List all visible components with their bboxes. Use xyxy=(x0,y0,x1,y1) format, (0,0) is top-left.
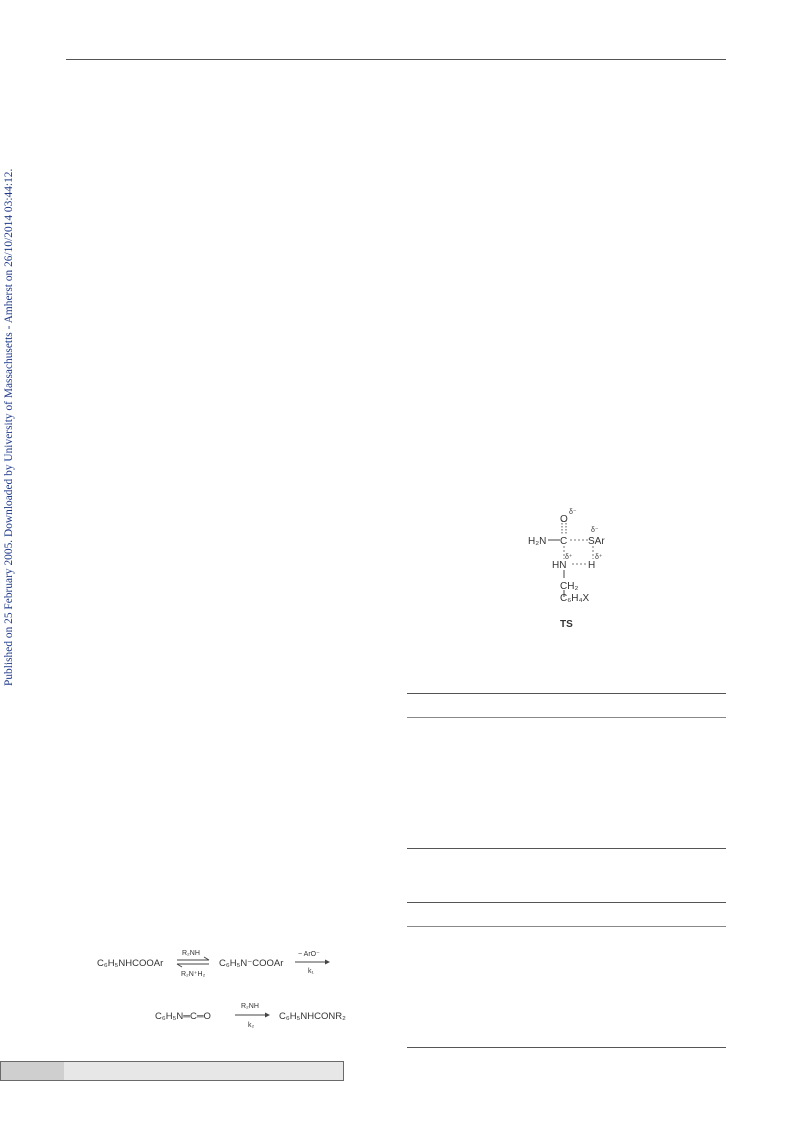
ts-c6h4x-label: C₆H₄X xyxy=(560,593,590,604)
scheme-step1-top: − ArO⁻ xyxy=(298,951,320,958)
ts-hn-charge: δ⁺ xyxy=(565,554,573,561)
scheme-intermediate: C₆H₅N⁻COOAr xyxy=(219,958,284,969)
scheme-reactant: C₆H₅NHCOOAr xyxy=(97,958,164,969)
transition-state-structure xyxy=(520,500,630,635)
scheme-eq-top: R₂NH xyxy=(182,950,200,957)
ts-h-label: H xyxy=(588,560,596,571)
table2-bottom-rule xyxy=(407,1047,726,1048)
ts-o-label: O xyxy=(560,514,568,525)
download-stamp: Published on 25 February 2005. Downloaded by University of Massachusetts - Amherst on 26/10/2014 03:44:12. xyxy=(3,168,15,686)
scheme-product: C₆H₅NHCONR₂ xyxy=(279,1011,346,1022)
table1-bottom-rule xyxy=(407,848,726,849)
ts-o-charge: δ⁻ xyxy=(569,509,577,516)
reaction-scheme xyxy=(95,940,360,1035)
scheme-step1-bottom: k₁ xyxy=(308,968,314,975)
ts-caption: TS xyxy=(560,619,573,630)
footer-page-number-box xyxy=(0,1061,65,1081)
ts-sar-label: SAr xyxy=(588,536,605,547)
scheme-isocyanate: C₆H₅N═C═O xyxy=(155,1011,211,1022)
ts-c-label: C xyxy=(560,536,568,547)
table2-top-rule xyxy=(407,902,726,903)
scheme-step2-top: R₂NH xyxy=(241,1003,259,1010)
ts-ch2-label: CH₂ xyxy=(560,581,579,592)
footer-bar xyxy=(0,1061,344,1080)
scheme-step2-bottom: k₂ xyxy=(248,1022,255,1029)
table1-header-rule xyxy=(407,717,726,718)
table1-top-rule xyxy=(407,693,726,694)
ts-sar-charge: δ⁻ xyxy=(591,527,599,534)
ts-h-charge: δ⁺ xyxy=(595,554,603,561)
header-rule xyxy=(66,59,726,60)
scheme-eq-bottom: R₂N⁺H₂ xyxy=(181,971,206,978)
table2-header-rule xyxy=(407,926,726,927)
ts-hn-label: HN xyxy=(552,560,567,571)
ts-h2n-label: H₂N xyxy=(528,536,547,547)
footer-journal-box xyxy=(64,1061,344,1081)
